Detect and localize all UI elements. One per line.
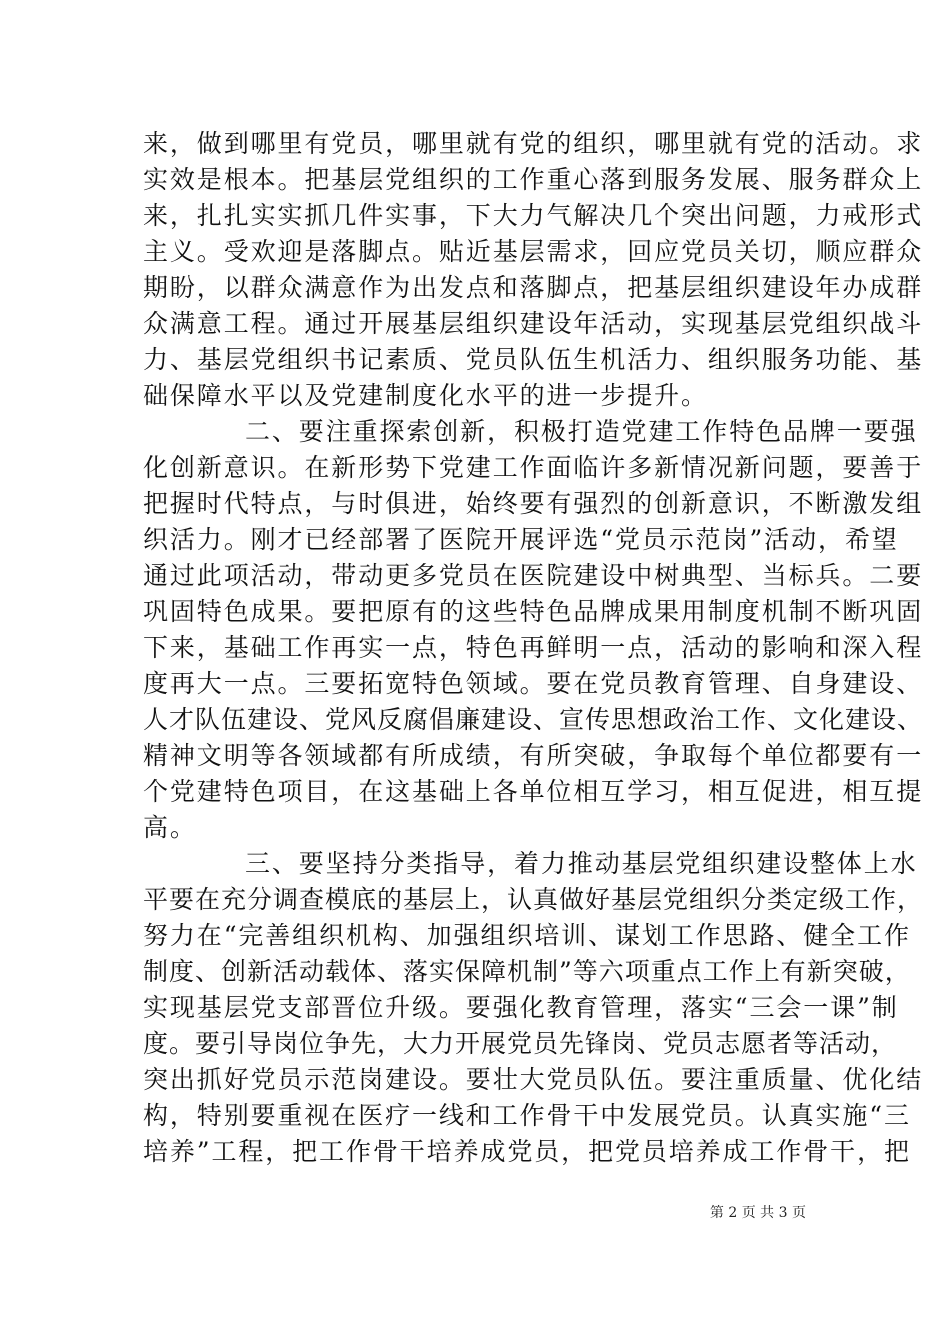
body-line-11: 把握时代特点，与时俱进，始终要有强烈的创新意识，不断激发组 bbox=[143, 489, 924, 518]
body-line-28: 构，特别要重视在医疗一线和工作骨干中发展党员。认真实施“三 bbox=[143, 1101, 911, 1130]
section-heading-2: 二、要注重探索创新，积极打造党建工作特色品牌一要强 bbox=[245, 417, 918, 446]
body-line-1: 来，做到哪里有党员，哪里就有党的组织，哪里就有党的活动。求 bbox=[143, 129, 924, 158]
body-line-10: 化创新意识。在新形势下党建工作面临许多新情况新问题，要善于 bbox=[143, 453, 924, 482]
body-line-2: 实效是根本。把基层党组织的工作重心落到服务发展、服务群众上 bbox=[143, 165, 924, 194]
body-line-23: 努力在“完善组织机构、加强组织培训、谋划工作思路、健全工作 bbox=[143, 921, 911, 950]
body-line-20: 高。 bbox=[143, 813, 197, 842]
body-line-24: 制度、创新活动载体、落实保障机制”等六项重点工作上有新突破， bbox=[143, 957, 911, 986]
body-line-12: 织活力。刚才已经部署了医院开展评选“党员示范岗”活动，希望 bbox=[143, 525, 899, 554]
body-line-29: 培养”工程，把工作骨干培养成党员，把党员培养成工作骨干，把 bbox=[143, 1137, 911, 1166]
body-line-26: 度。要引导岗位争先，大力开展党员先锋岗、党员志愿者等活动， bbox=[143, 1029, 898, 1058]
body-line-17: 人才队伍建设、党风反腐倡廉建设、宣传思想政治工作、文化建设、 bbox=[143, 705, 924, 734]
body-line-15: 下来，基础工作再实一点，特色再鲜明一点，活动的影响和深入程 bbox=[143, 633, 924, 662]
body-line-8: 础保障水平以及党建制度化水平的进一步提升。 bbox=[143, 381, 708, 410]
body-line-18: 精神文明等各领域都有所成绩，有所突破，争取每个单位都要有一 bbox=[143, 741, 924, 770]
body-line-27: 突出抓好党员示范岗建设。要壮大党员队伍。要注重质量、优化结 bbox=[143, 1065, 924, 1094]
body-line-19: 个党建特色项目，在这基础上各单位相互学习，相互促进，相互提 bbox=[143, 777, 924, 806]
body-line-7: 力、基层党组织书记素质、党员队伍生机活力、组织服务功能、基 bbox=[143, 345, 924, 374]
body-line-22: 平要在充分调查模底的基层上，认真做好基层党组织分类定级工作， bbox=[143, 885, 924, 914]
section-heading-3: 三、要坚持分类指导，着力推动基层党组织建设整体上水 bbox=[245, 849, 918, 878]
body-line-3: 来，扎扎实实抓几件实事，下大力气解决几个突出问题，力戒形式 bbox=[143, 201, 924, 230]
body-line-5: 期盼，以群众满意作为出发点和落脚点，把基层组织建设年办成群 bbox=[143, 273, 924, 302]
body-line-4: 主义。受欢迎是落脚点。贴近基层需求，回应党员关切，顺应群众 bbox=[143, 237, 924, 266]
body-line-25: 实现基层党支部晋位升级。要强化教育管理，落实“三会一课”制 bbox=[143, 993, 899, 1022]
page-footer: 第 2 页 共 3 页 bbox=[709, 1205, 806, 1221]
body-line-6: 众满意工程。通过开展基层组织建设年活动，实现基层党组织战斗 bbox=[143, 309, 924, 338]
body-line-14: 巩固特色成果。要把原有的这些特色品牌成果用制度机制不断巩固 bbox=[143, 597, 924, 626]
body-line-13: 通过此项活动，带动更多党员在医院建设中树典型、当标兵。二要 bbox=[143, 561, 924, 590]
body-line-16: 度再大一点。三要拓宽特色领域。要在党员教育管理、自身建设、 bbox=[143, 669, 924, 698]
